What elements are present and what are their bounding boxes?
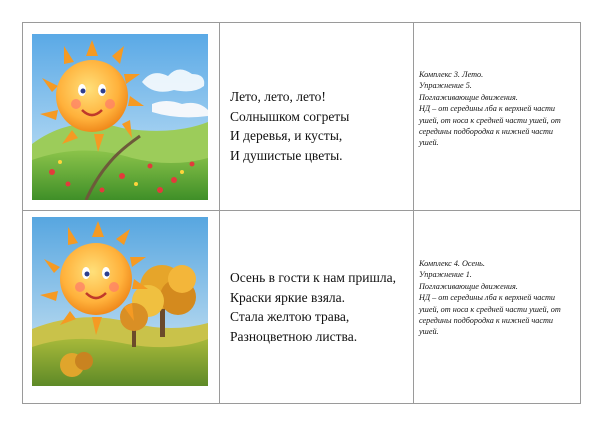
table-row <box>23 211 580 403</box>
note-exercise: Упражнение 1. <box>419 270 472 280</box>
illustration-cell <box>23 211 220 403</box>
autumn-sun-illustration <box>32 217 208 386</box>
note-title: Комплекс 3. Лето. <box>419 70 484 79</box>
poem-cell <box>220 23 414 210</box>
poem-line: Осень в гости к нам пришла, <box>230 270 396 285</box>
note-body: НД – от середины лба к верхней части ушей, от носа к средней части ушей, от середины подбородка к нижней части ушей. <box>419 293 561 337</box>
exercise-note <box>419 258 574 338</box>
note-type: Поглаживающие движения. <box>419 281 518 291</box>
poem-line: Разноцветною листва. <box>230 328 358 344</box>
poem-line: Стала желтою трава, <box>230 309 350 324</box>
poem-line: Лето, лето, лето! <box>230 89 326 104</box>
exercise-note <box>419 69 574 149</box>
exercise-table <box>22 22 581 404</box>
poem-line: И деревья, и кусты, <box>230 128 343 143</box>
poem-line: Краски яркие взяла. <box>230 289 346 305</box>
exercise-note-cell <box>414 23 580 210</box>
note-type: Поглаживающие движения. <box>419 92 518 102</box>
poem-line: И душистые цветы. <box>230 147 343 163</box>
poem-text <box>230 268 407 346</box>
poem-text <box>230 87 407 165</box>
illustration-cell <box>23 23 220 210</box>
exercise-note-cell <box>414 211 580 403</box>
poem-cell <box>220 211 414 403</box>
summer-sun-illustration <box>32 34 208 200</box>
note-body: НД – от середины лба к верхней части ушей, от носа к средней части ушей, от середины подбородка к нижней части ушей. <box>419 104 561 148</box>
note-title: Комплекс 4. Осень. <box>419 259 485 268</box>
poem-line: Солнышком согреты <box>230 108 350 124</box>
table-row <box>23 23 580 211</box>
note-exercise: Упражнение 5. <box>419 81 472 91</box>
